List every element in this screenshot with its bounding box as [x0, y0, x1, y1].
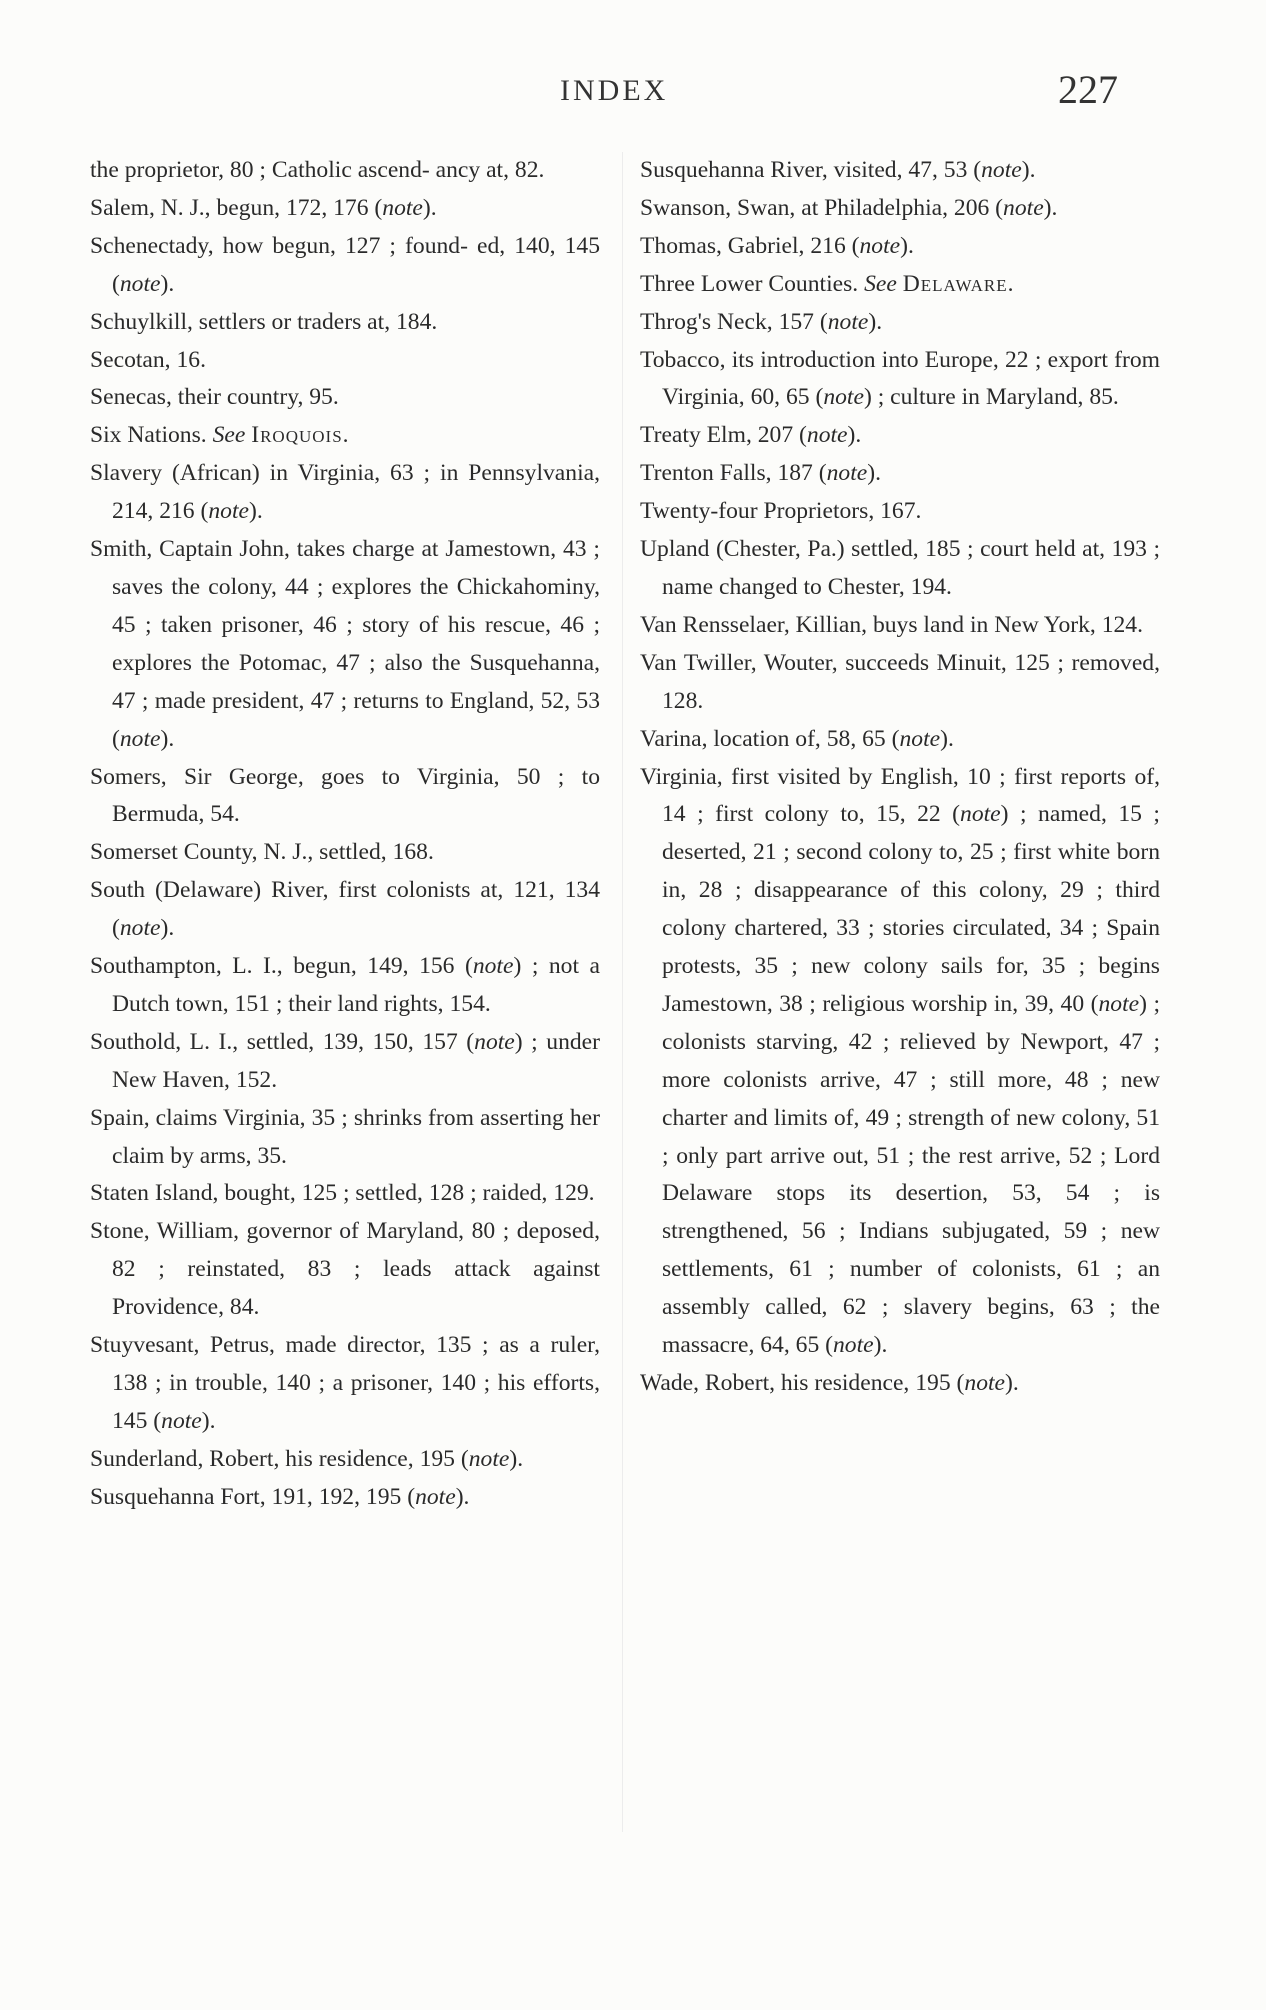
- italic-text: See: [864, 270, 897, 297]
- index-entry: the proprietor, 80 ; Catholic ascend- ancy at, 82.: [90, 157, 545, 183]
- italic-text: note: [468, 1445, 510, 1472]
- italic-text: note: [806, 422, 848, 449]
- index-entry: Van Rensselaer, Killian, buys land in New York, 124.: [640, 611, 1143, 638]
- index-entry: Susquehanna River, visited, 47, 53 (note).: [640, 157, 1036, 183]
- index-entry: Six Nations. See Iroquois.: [90, 422, 349, 449]
- index-entry: Virginia, first visited by English, 10 ; first reports of, 14 ; first colony to, 15, 22 (note) ; named, 15 ; deserted, 21 ; second colony to, 25 ; first white born in, 28 ; disappearance of this colony, 29 ; third colony chartered, 33 ; stories circulated, 34 ; Spain protests, 35 ; new colony sails for, 35 ; begins Jamestown, 38 ; religious worship in, 39, 40 (note) ; colonists starving, 42 ; relieved by Newport, 47 ; more colonists arrive, 47 ; still more, 48 ; new charter and limits of, 49 ; strength of new colony, 51 ; only part arrive out, 51 ; the rest arrive, 52 ; Lord Delaware stops its desertion, 53, 54 ; is strengthened, 56 ; Indians subjugated, 59 ; new settlements, 61 ; number of colonists, 61 ; an assembly called, 62 ; slavery begins, 63 ; the massacre, 64, 65 (note).: [640, 763, 1160, 1359]
- italic-text: note: [119, 270, 161, 297]
- index-entry: Thomas, Gabriel, 216 (note).: [640, 232, 914, 259]
- index-entry: Swanson, Swan, at Philadelphia, 206 (note).: [640, 194, 1058, 221]
- italic-text: note: [1003, 194, 1044, 221]
- running-head: [0, 66, 1266, 116]
- index-entry: Schenectady, how begun, 127 ; found- ed, 140, 145 (note).: [90, 232, 600, 297]
- italic-text: note: [208, 498, 249, 525]
- index-entry: Trenton Falls, 187 (note).: [640, 460, 881, 487]
- index-entry: Stuyvesant, Petrus, made director, 135 ; as a ruler, 138 ; in trouble, 140 ; a prisoner, 140 ; his efforts, 145 (note).: [90, 1332, 600, 1434]
- index-entry: Slavery (African) in Virginia, 63 ; in Pennsylvania, 214, 216 (note).: [90, 460, 600, 525]
- index-entry: Treaty Elm, 207 (note).: [640, 422, 862, 449]
- italic-text: note: [119, 725, 161, 752]
- index-entry: South (Delaware) River, first colonists at, 121, 134 (note).: [90, 877, 600, 942]
- index-entry: Varina, location of, 58, 65 (note).: [640, 725, 954, 752]
- italic-text: note: [960, 801, 1001, 828]
- index-entry: Van Twiller, Wouter, succeeds Minuit, 125 ; removed, 128.: [640, 649, 1160, 714]
- index-entry: Upland (Chester, Pa.) settled, 185 ; court held at, 193 ; name changed to Chester, 194.: [640, 536, 1160, 600]
- index-entry: Stone, William, governor of Maryland, 80 ; deposed, 82 ; reinstated, 83 ; leads attack against Providence, 84.: [90, 1218, 600, 1321]
- italic-text: note: [474, 1028, 515, 1055]
- italic-text: note: [899, 725, 941, 752]
- italic-text: note: [119, 915, 161, 942]
- page-number: 227: [1058, 67, 1118, 112]
- italic-text: note: [415, 1483, 456, 1510]
- index-entry: Somerset County, N. J., settled, 168.: [90, 839, 434, 866]
- cross-reference: Delaware: [902, 270, 1008, 297]
- index-entry: Staten Island, bought, 125 ; settled, 128 ; raided, 129.: [90, 1180, 595, 1207]
- running-head-title: INDEX: [560, 74, 669, 107]
- index-entry: Secotan, 16.: [90, 346, 206, 373]
- index-entry: Somers, Sir George, goes to Virginia, 50 ; to Bermuda, 54.: [90, 763, 600, 828]
- italic-text: note: [826, 460, 868, 487]
- italic-text: note: [1098, 990, 1140, 1017]
- italic-text: note: [964, 1370, 1006, 1396]
- index-entry: Throg's Neck, 157 (note).: [640, 308, 883, 335]
- italic-text: note: [827, 308, 869, 335]
- italic-text: note: [833, 1332, 874, 1359]
- index-entry: Sunderland, Robert, his residence, 195 (note).: [90, 1445, 524, 1472]
- index-entry: Smith, Captain John, takes charge at Jamestown, 43 ; saves the colony, 44 ; explores the Chickahominy, 45 ; taken prisoner, 46 ; story of his rescue, 46 ; explores the Potomac, 47 ; also the Susquehanna, 47 ; made president, 47 ; returns to England, 52, 53 (note).: [90, 536, 600, 752]
- italic-text: note: [161, 1407, 202, 1434]
- italic-text: note: [472, 953, 514, 980]
- italic-text: note: [823, 384, 864, 411]
- italic-text: note: [859, 232, 901, 259]
- italic-text: note: [382, 194, 423, 221]
- column-divider: [622, 152, 623, 1832]
- index-column-left: [90, 152, 600, 1517]
- index-entry: Twenty-four Proprietors, 167.: [640, 498, 922, 525]
- index-entry: Tobacco, its introduction into Europe, 22 ; export from Virginia, 60, 65 (note) ; culture in Maryland, 85.: [640, 346, 1160, 411]
- cross-reference: Iroquois: [251, 422, 343, 449]
- index-entry: Spain, claims Virginia, 35 ; shrinks from asserting her claim by arms, 35.: [90, 1104, 600, 1169]
- index-entry: Schuylkill, settlers or traders at, 184.: [90, 308, 438, 335]
- italic-text: note: [981, 157, 1022, 183]
- index-entry: Southampton, L. I., begun, 149, 156 (note) ; not a Dutch town, 151 ; their land rights, 154.: [90, 953, 600, 1017]
- index-entry: Senecas, their country, 95.: [90, 384, 339, 411]
- index-entry: Salem, N. J., begun, 172, 176 (note).: [90, 194, 437, 221]
- index-column-right: [640, 152, 1160, 1403]
- italic-text: See: [212, 422, 246, 449]
- index-entry: Wade, Robert, his residence, 195 (note).: [640, 1370, 1019, 1396]
- index-entry: Southold, L. I., settled, 139, 150, 157 (note) ; under New Haven, 152.: [90, 1028, 600, 1093]
- index-entry: Three Lower Counties. See Delaware.: [640, 270, 1014, 297]
- index-entry: Susquehanna Fort, 191, 192, 195 (note).: [90, 1483, 470, 1510]
